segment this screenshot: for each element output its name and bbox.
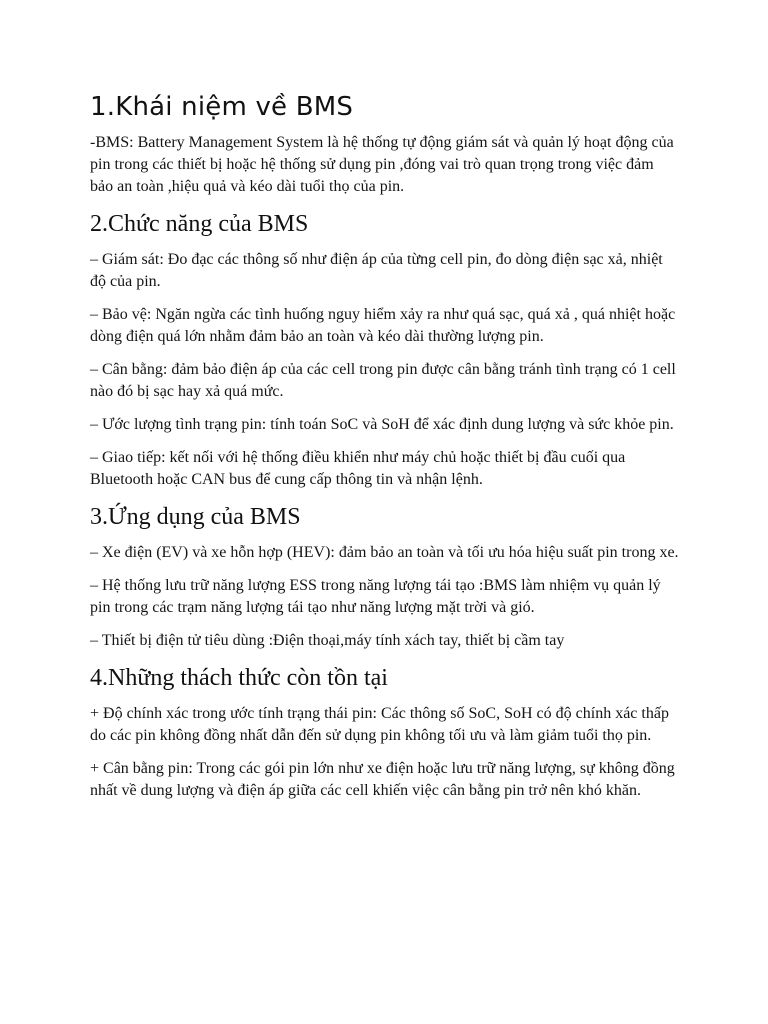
section-2-paragraph-monitoring: – Giám sát: Đo đạc các thông số như điện áp của từng cell pin, đo dòng điện sạc xả, nhiệt độ của pin. [90, 251, 663, 290]
section-4-heading: 4.Những thách thức còn tồn tại [90, 665, 388, 691]
section-2-paragraph-balancing: – Cân bằng: đảm bảo điện áp của các cell trong pin được cân bằng tránh tình trạng có 1 cell nào đó bị sạc hay xả quá mức. [90, 361, 676, 400]
section-4-paragraph-balancing: + Cân bằng pin: Trong các gói pin lớn như xe điện hoặc lưu trữ năng lượng, sự không đồng nhất về dung lượng và điện áp giữa các cell khiến việc cân bằng pin trở nên khó khăn. [90, 760, 675, 799]
section-3-paragraph-ess: – Hệ thống lưu trữ năng lượng ESS trong năng lượng tái tạo :BMS làm nhiệm vụ quản lý pin trong các trạm năng lượng tái tạo như năng lượng mặt trời và gió. [90, 577, 661, 616]
section-3-paragraph-consumer: – Thiết bị điện tử tiêu dùng :Điện thoại,máy tính xách tay, thiết bị cầm tay [90, 632, 565, 649]
section-2-paragraph-protection: – Bảo vệ: Ngăn ngừa các tình huống nguy hiểm xảy ra như quá sạc, quá xả , quá nhiệt hoặc dòng điện quá lớn nhằm đảm bảo an toàn và kéo dài thường lượng pin. [90, 306, 676, 345]
section-2-paragraph-estimation: – Ước lượng tình trạng pin: tính toán SoC và SoH để xác định dung lượng và sức khỏe pin. [90, 416, 674, 433]
document-page [90, 90, 680, 813]
section-2-paragraph-communication: – Giao tiếp: kết nối với hệ thống điều khiển như máy chủ hoặc thiết bị đầu cuối qua Bluetooth hoặc CAN bus để cung cấp thông tin và nhận lệnh. [90, 449, 626, 488]
section-4-paragraph-accuracy: + Độ chính xác trong ước tính trạng thái pin: Các thông số SoC, SoH có độ chính xác thấp do các pin không đồng nhất dẫn đến sử dụng pin không tối ưu và làm giảm tuổi thọ pin. [90, 705, 669, 744]
section-3-paragraph-ev: – Xe điện (EV) và xe hỗn hợp (HEV): đảm bảo an toàn và tối ưu hóa hiệu suất pin trong xe. [90, 544, 679, 561]
section-3-heading: 3.Ứng dụng của BMS [90, 504, 301, 530]
section-1-paragraph: -BMS: Battery Management System là hệ thống tự động giám sát và quản lý hoạt động của pin trong các thiết bị hoặc hệ thống sử dụng pin ,đóng vai trò quan trọng trong việc đảm bảo an toàn ,hiệu quả và kéo dài tuổi thọ của pin. [90, 134, 674, 195]
section-2-heading: 2.Chức năng của BMS [90, 211, 309, 237]
section-1-heading: 1.Khái niệm về BMS [90, 92, 354, 122]
